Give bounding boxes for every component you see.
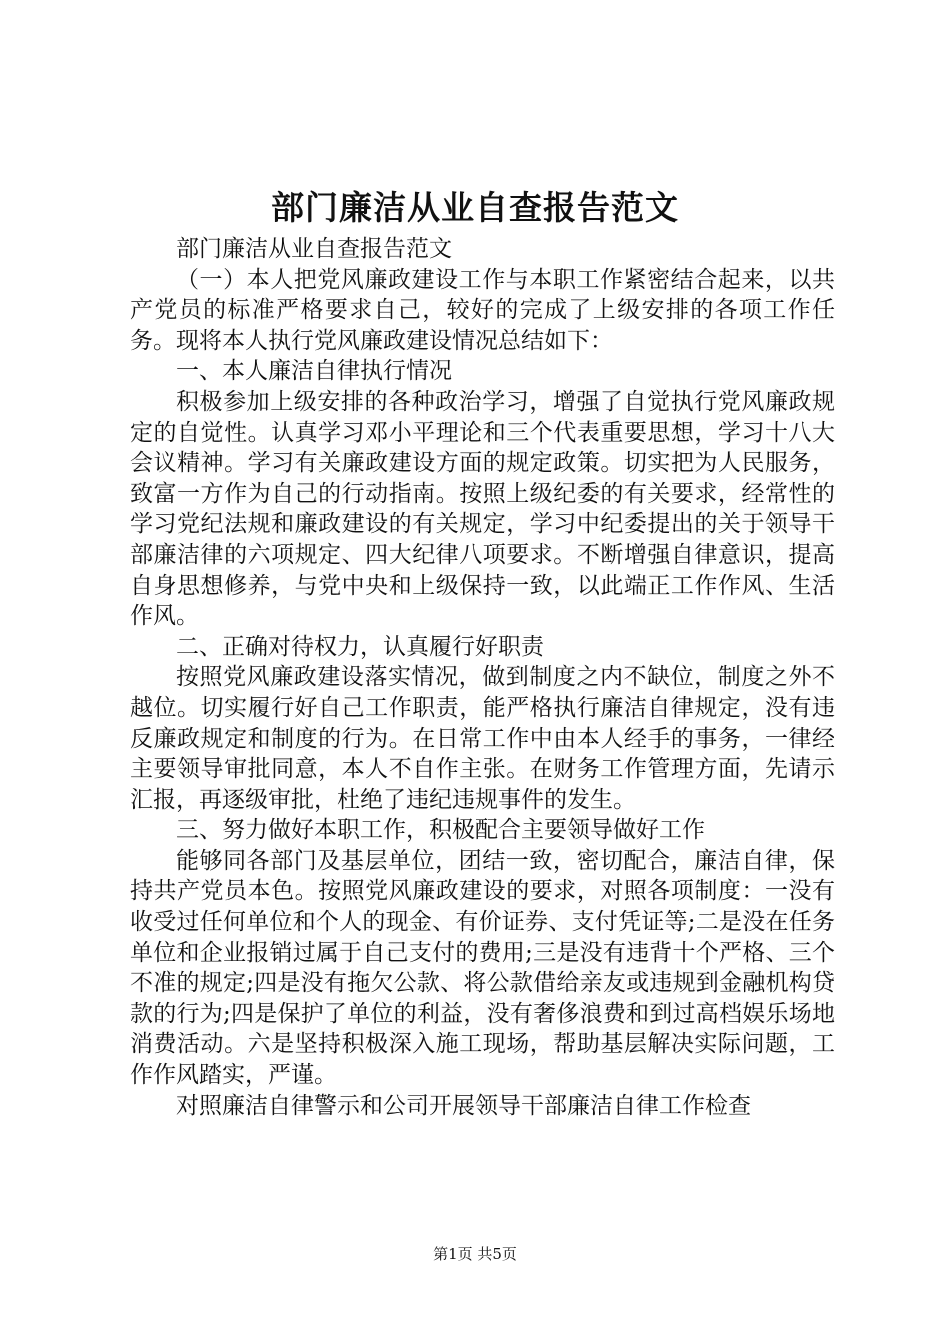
paragraph: （一）本人把党风廉政建设工作与本职工作紧密结合起来，以共产党员的标准严格要求自己，较好的完成了上级安排的各项工作任务。现将本人执行党风廉政建设情况总结如下：: [130, 266, 835, 354]
section-heading: 二、正确对待权力，认真履行好职责: [176, 633, 544, 660]
section-heading: 三、努力做好本职工作，积极配合主要领导做好工作: [176, 817, 705, 844]
section-heading: 一、本人廉洁自律执行情况: [176, 358, 452, 385]
paragraph: 能够同各部门及基层单位，团结一致，密切配合，廉洁自律，保持共产党员本色。按照党风廉政建设的要求，对照各项制度：一没有收受过任何单位和个人的现金、有价证券、支付凭证等;二是没在任务单位和企业报销过属于自己支付的费用;三是没有违背十个严格、三个不准的规定;四是没有拖欠公款、将公款借给亲友或违规到金融机构贷款的行为;四是保护了单位的利益，没有奢侈浪费和到过高档娱乐场地消费活动。六是坚持积极深入施工现场，帮助基层解决实际问题，工作作风踏实，严谨。: [130, 847, 835, 1089]
paragraph: 按照党风廉政建设落实情况，做到制度之内不缺位，制度之外不越位。切实履行好自己工作职责，能严格执行廉洁自律规定，没有违反廉政规定和制度的行为。在日常工作中由本人经手的事务，一律经主要领导审批同意，本人不自作主张。在财务工作管理方面，先请示汇报，再逐级审批，杜绝了违纪违规事件的发生。: [130, 664, 835, 813]
paragraph: 对照廉洁自律警示和公司开展领导干部廉洁自律工作检查: [176, 1092, 751, 1119]
document-body: [130, 234, 835, 1121]
page-footer: 第1页 共5页: [433, 1245, 517, 1263]
paragraph: 积极参加上级安排的各种政治学习，增强了自觉执行党风廉政规定的自觉性。认真学习邓小平理论和三个代表重要思想，学习十八大会议精神。学习有关廉政建设方面的规定政策。切实把为人民服务，致富一方作为自己的行动指南。按照上级纪委的有关要求，经常性的学习党纪法规和廉政建设的有关规定，学习中纪委提出的关于领导干部廉洁律的六项规定、四大纪律八项要求。不断增强自律意识，提高自身思想修养，与党中央和上级保持一致，以此端正工作作风、生活作风。: [130, 388, 835, 630]
document-title: 部门廉洁从业自查报告范文: [271, 188, 679, 227]
paragraph: 部门廉洁从业自查报告范文: [176, 236, 452, 262]
